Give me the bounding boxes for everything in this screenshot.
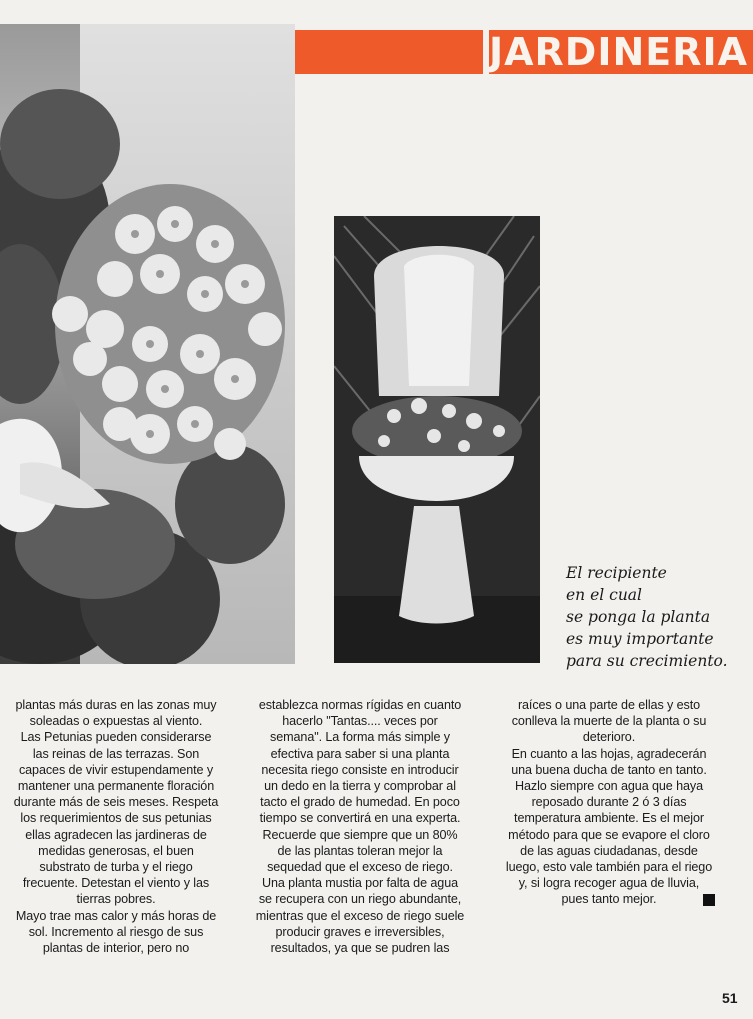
text-line: Hazlo siempre con agua que haya [514, 779, 704, 794]
planter-illustration [334, 216, 540, 663]
text-line: Mayo trae mas calor y más horas de [15, 908, 217, 923]
text-line: tiempo se convertirá en una experta. [259, 811, 461, 826]
text-line: establezca normas rígidas en cuanto [258, 698, 462, 712]
text-line: sol. Incremento al riesgo de sus [28, 924, 204, 939]
white-planter-photo [334, 216, 540, 663]
text-line: raíces o una parte de ellas y esto [517, 698, 701, 712]
text-line: capaces de vivir estupendamente y [18, 762, 214, 777]
text-line: plantas de interior, pero no [42, 941, 190, 956]
text-line: temperatura ambiente. Es el mejor [514, 811, 704, 826]
text-line: semana". La forma más simple y [270, 730, 450, 745]
text-line: de las plantas toleran mejor la [277, 843, 443, 858]
section-title: JARDINERIA [483, 30, 753, 74]
header-accent-bar [295, 30, 483, 74]
photo-caption [566, 562, 751, 672]
text-line: se recupera con un riego abundante, [258, 892, 462, 907]
text-line: producir graves e irreversibles, [275, 924, 445, 939]
caption-line: se ponga la planta [566, 608, 711, 626]
text-line: Una planta mustia por falta de agua [261, 876, 459, 891]
text-line: conlleva la muerte de la planta o su [511, 714, 707, 729]
flower-illustration [0, 24, 295, 664]
text-line: substrato de turba y el riego [39, 860, 193, 875]
text-line: Recuerde que siempre que un 80% [262, 827, 458, 842]
text-line: Las Petunias pueden considerarse [20, 730, 212, 745]
text-line: medidas generosas, el buen [38, 843, 194, 858]
caption-line: es muy importante [566, 630, 714, 648]
text-line: frecuente. Detestan el viento y las [22, 876, 210, 891]
text-column-1 [2, 697, 230, 956]
text-line: hacerlo "Tantas.... veces por [282, 714, 438, 729]
text-line: soleadas o expuestas al viento. [29, 714, 203, 729]
text-line: pues tanto mejor. [561, 892, 657, 907]
caption-line: El recipiente [566, 564, 667, 582]
text-line: luego, esto vale también para el riego [505, 860, 713, 875]
text-line: deterioro. [582, 730, 636, 745]
text-line: resultados, ya que se pudren las [270, 941, 450, 956]
primula-flowers-photo [0, 24, 295, 664]
text-line: plantas más duras en las zonas muy [15, 698, 217, 712]
text-line: efectiva para saber si una planta [270, 746, 450, 761]
section-header [295, 30, 753, 74]
text-line: ellas agradecen las jardineras de [25, 827, 207, 842]
text-line: mientras que el exceso de riego suele [255, 908, 465, 923]
caption-line: en el cual [566, 586, 643, 604]
text-line: de las aguas ciudadanas, desde [520, 843, 698, 858]
text-column-3 [490, 697, 728, 908]
text-line: una buena ducha de tanto en tanto. [511, 762, 707, 777]
article-end-mark [703, 894, 715, 906]
text-line: tacto el grado de humedad. En poco [260, 795, 460, 810]
page-number: 51 [722, 990, 738, 1006]
text-line: mantener una permanente floración [17, 779, 215, 794]
text-line: En cuanto a las hojas, agradecerán [511, 746, 707, 761]
text-line: tierras pobres. [76, 892, 156, 907]
text-line: las reinas de las terrazas. Son [32, 746, 200, 761]
header-gap [483, 30, 489, 74]
text-line: y, si logra recoger agua de lluvia, [518, 876, 700, 891]
text-line: sequedad que el exceso de riego. [267, 860, 453, 875]
text-line: reposado durante 2 ó 3 días [531, 795, 687, 810]
text-line: un dedo en la tierra y comprobar al [264, 779, 456, 794]
text-line: los requerimientos de sus petunias [20, 811, 212, 826]
text-column-2 [248, 697, 472, 956]
text-line: durante más de seis meses. Respeta [13, 795, 219, 810]
text-line: método para que se evapore el cloro [508, 827, 710, 842]
caption-line: para su crecimiento. [566, 652, 728, 670]
text-line: necesita riego consiste en introducir [261, 762, 459, 777]
